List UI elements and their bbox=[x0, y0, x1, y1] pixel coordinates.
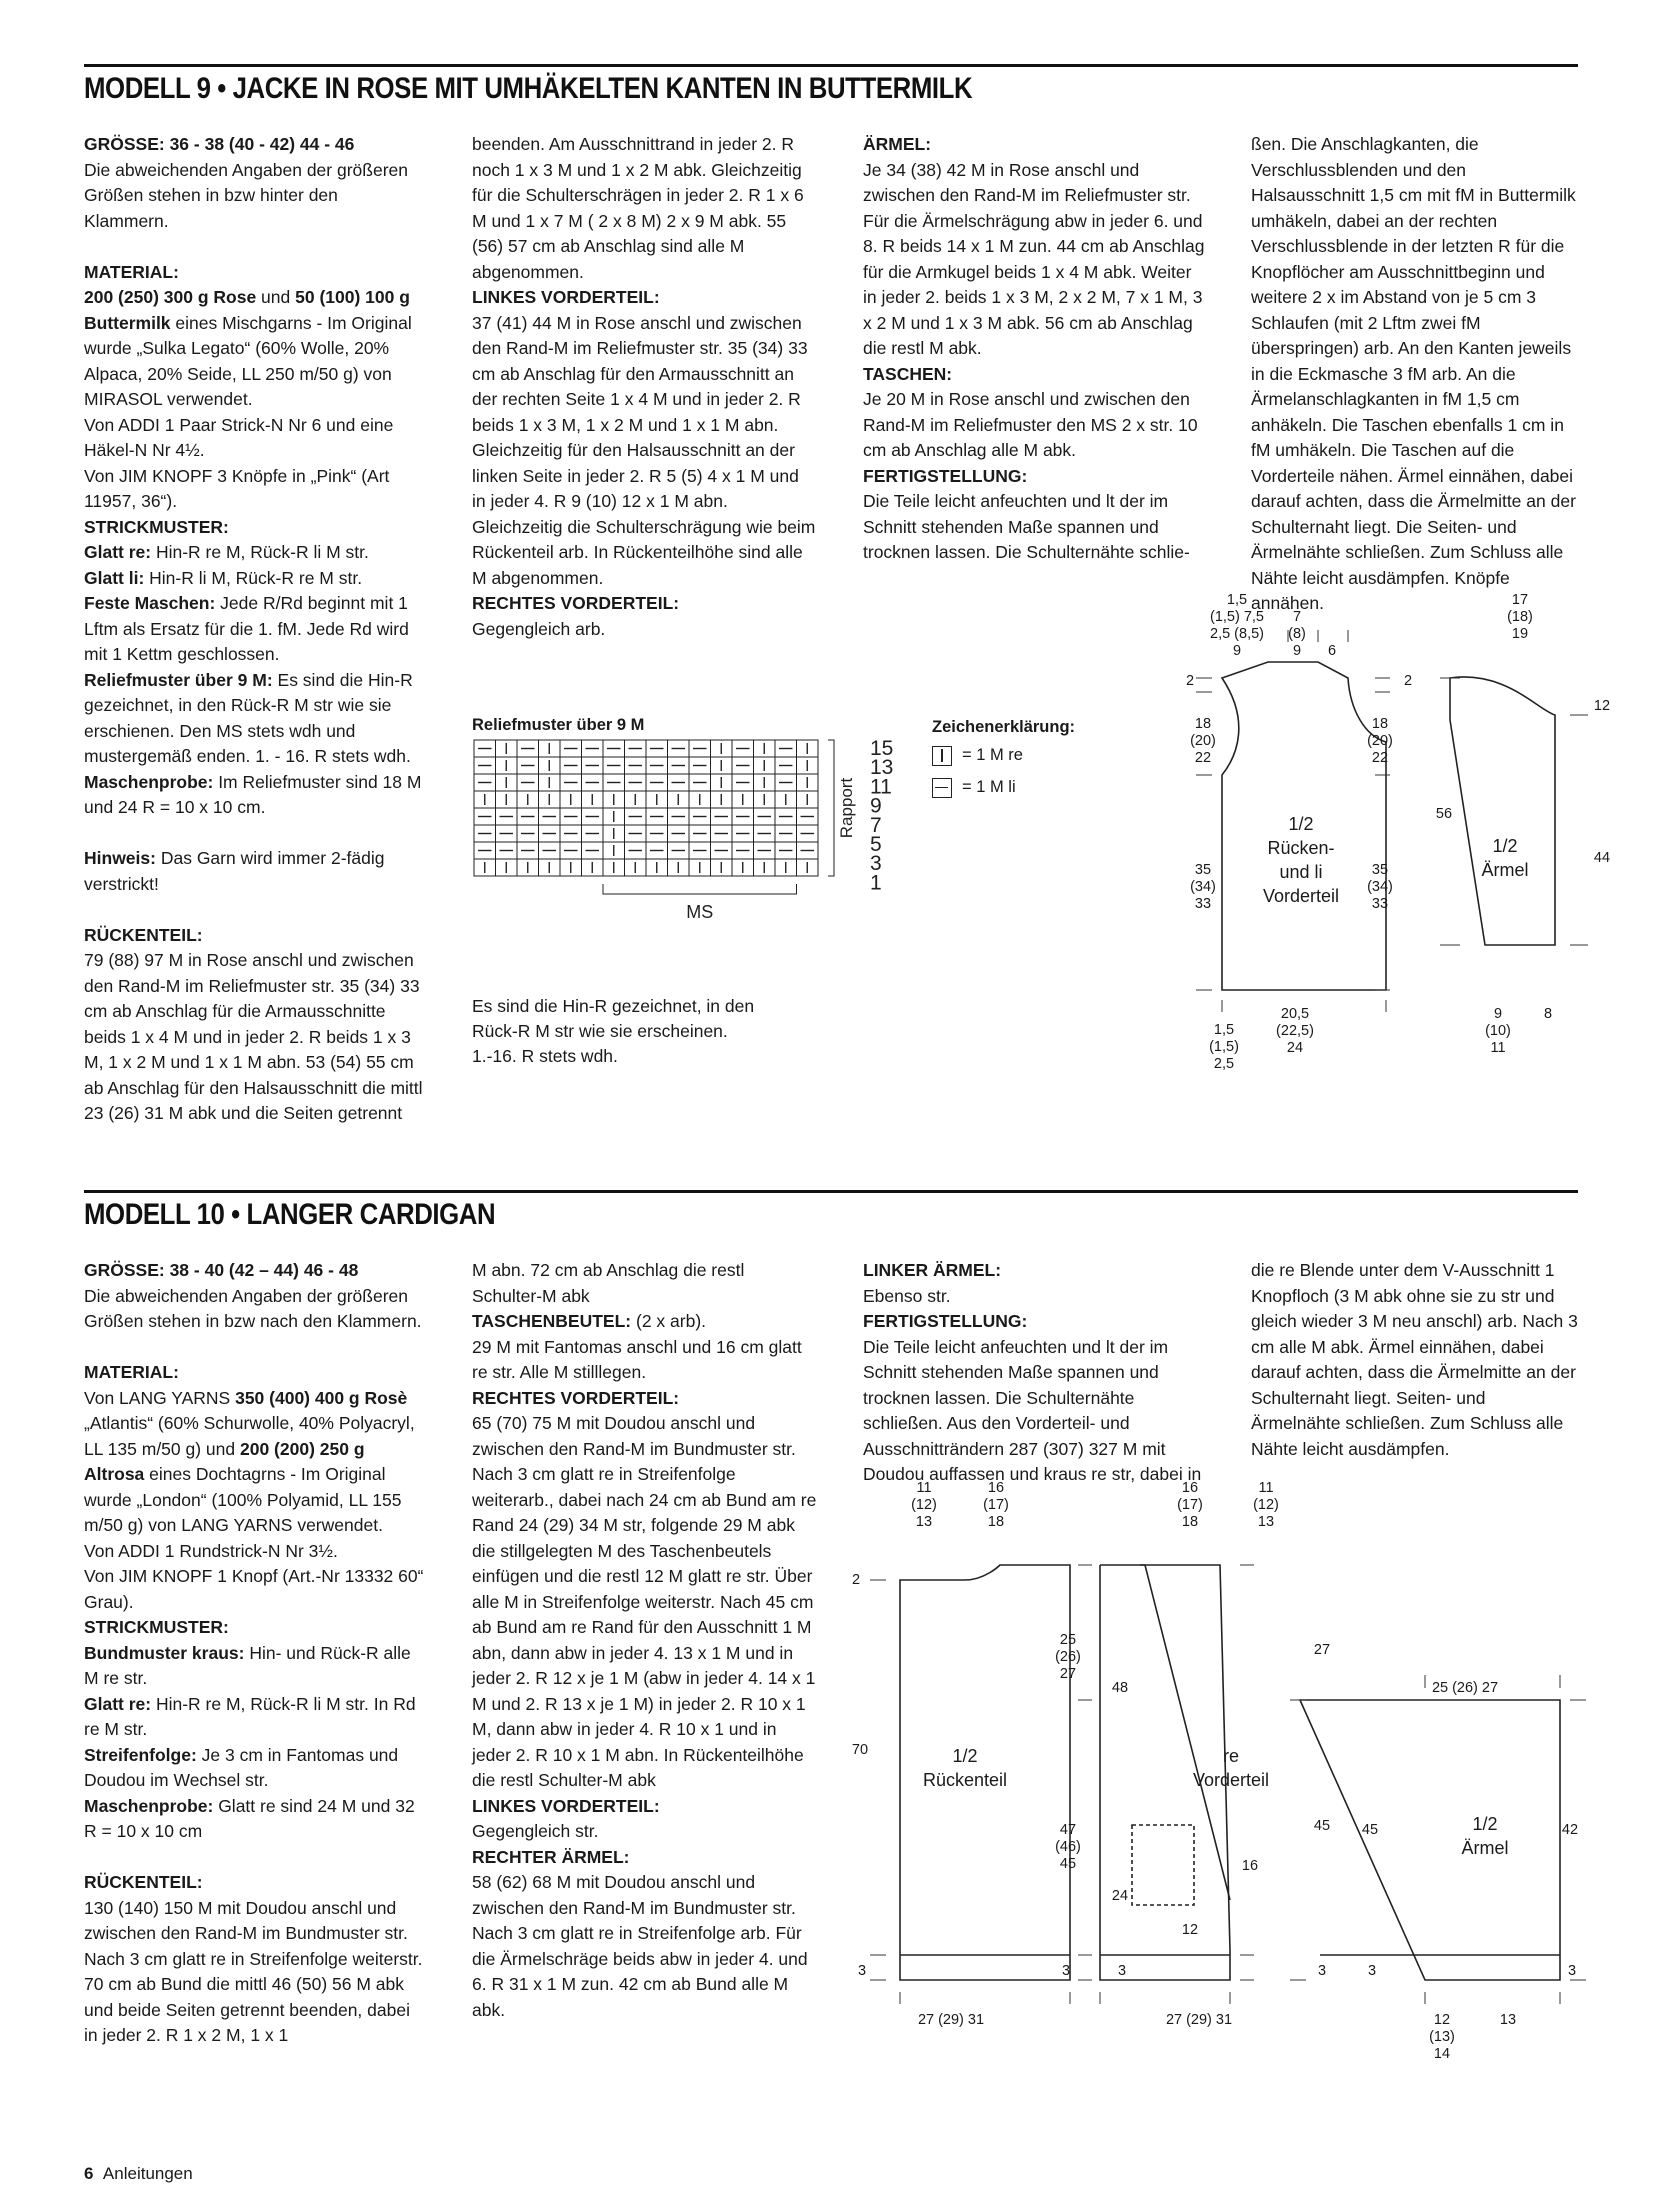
text-run: M abn. 72 cm ab Anschlag die restl Schulter-M abk bbox=[472, 1260, 745, 1306]
text-run: „Atlantis“ (60% Schurwolle, 40% Polyacryl, LL 135 m/50 g) und bbox=[84, 1413, 415, 1459]
text-column-1 bbox=[84, 1258, 426, 2049]
schematic-label-line: Rückenteil bbox=[922, 1770, 1008, 1790]
paragraph bbox=[472, 1335, 817, 1386]
bold-run: Bundmuster kraus: bbox=[84, 1642, 245, 1663]
row-number: 1 bbox=[870, 871, 882, 895]
m10-sleeve-3a: 3 bbox=[1367, 1963, 1377, 1979]
paragraph bbox=[472, 1411, 817, 1794]
m9-measure-bottom-2: 20,5 (22,5) 24 bbox=[1276, 1006, 1314, 1056]
schematic-label-line: Rücken- bbox=[1267, 838, 1335, 858]
paragraph bbox=[84, 566, 426, 592]
bold-run: 200 (250) 300 g Rose bbox=[84, 287, 257, 307]
m10-sleeve-42: 42 bbox=[1561, 1822, 1579, 1838]
m10-sleeve-13: 13 bbox=[1499, 2012, 1517, 2028]
text-run: und bbox=[256, 287, 296, 307]
bold-run: Feste Maschen: bbox=[84, 593, 216, 613]
section-heading: FERTIGSTELLUNG: bbox=[863, 465, 1028, 486]
schematic-label-sleeve bbox=[1440, 1812, 1530, 1860]
section-heading: GRÖSSE: 36 - 38 (40 - 42) 44 - 46 bbox=[84, 134, 355, 154]
bold-run: Maschenprobe: bbox=[84, 1795, 214, 1816]
section-heading: RECHTES VORDERTEIL: bbox=[472, 1387, 680, 1408]
paragraph bbox=[863, 489, 1208, 566]
row-number: 9 bbox=[870, 794, 882, 818]
legend-title: Zeichenerklärung: bbox=[932, 718, 1076, 736]
paragraph bbox=[472, 1309, 817, 1335]
schematic-label-line: re bbox=[1222, 1746, 1239, 1766]
purl-symbol-icon bbox=[932, 778, 952, 798]
chart-title: Reliefmuster über 9 M bbox=[472, 716, 645, 734]
paragraph bbox=[84, 1794, 426, 1845]
text-run: Hin-R re M, Rück-R li M str. bbox=[151, 542, 369, 562]
paragraph bbox=[472, 311, 817, 592]
m9-measure-bottom-1: 1,5 (1,5) 2,5 bbox=[1209, 1022, 1239, 1072]
m10-front-pocket-16: 16 bbox=[1241, 1858, 1259, 1874]
text-run: eines Mischgarns - Im Original wurde „Sulka Legato“ (60% Wolle, 20% Alpaca, 20% Seide, LL 250 m/50 g) von MIRASOL verwendet. bbox=[84, 312, 412, 409]
bold-run: Glatt re: bbox=[84, 542, 152, 562]
text-run: 58 (62) 68 M mit Doudou anschl und zwischen den Rand-M im Bundmuster str. Nach 3 cm glatt re in Streifenfolge arb. Für die Ärmelschräge beids abw in jeder 4. und 6. R 31 x 1 M zun. 42 cm ab Bund alle M abk. bbox=[472, 1872, 808, 2020]
text-run: Ebenso str. bbox=[863, 1285, 951, 1306]
paragraph bbox=[863, 1335, 1208, 1488]
paragraph bbox=[472, 1870, 817, 2023]
m10-front-45: 45 bbox=[1313, 1818, 1331, 1834]
text-column-3 bbox=[863, 1258, 1208, 1488]
m10-back-27: 27 (29) 31 bbox=[917, 2012, 985, 2028]
m9-measure-top-1: 1,5 (1,5) 7,5 2,5 (8,5) 9 bbox=[1210, 592, 1264, 659]
bold-run: Reliefmuster über 9 M: bbox=[84, 669, 273, 690]
text-column-1 bbox=[84, 132, 426, 1127]
section-heading: TASCHEN: bbox=[863, 363, 953, 384]
page-number: 6 bbox=[84, 2164, 94, 2183]
section-rule bbox=[84, 64, 1578, 67]
text-run: Es sind die Hin-R gezeichnet, in den Rück-R M str wie sie erschienen. Den MS stets wdh und mustergemäß enden. 1. - 16. R stets wdh. bbox=[84, 669, 413, 766]
bold-run: Maschenprobe: bbox=[84, 771, 214, 792]
bold-run: 200 (200) 250 g Altrosa bbox=[84, 1438, 365, 1484]
bold-run: Hinweis: bbox=[84, 848, 156, 868]
m10-back-11: 11 (12) 13 bbox=[911, 1480, 937, 1530]
m10-front-48: 48 bbox=[1111, 1680, 1129, 1696]
m9-measure-top-3: 6 bbox=[1327, 643, 1337, 659]
text-run: Die Teile leicht anfeuchten und lt der im Schnitt stehenden Maße spannen und trocknen lassen. Die Schulternähte schließen. Aus den Vorderteil- und Ausschnitträndern 287 (307) 327 M mit Doudou auffassen und kraus re str, dabei in bbox=[863, 1336, 1202, 1484]
text-run: Die Teile leicht anfeuchten und lt der im Schnitt stehenden Maße spannen und trocknen lassen. Die Schulternähte schlie- bbox=[863, 491, 1190, 562]
bold-run: 350 (400) 400 g Rosè bbox=[235, 1387, 408, 1408]
paragraph bbox=[84, 1564, 426, 1615]
paragraph bbox=[472, 132, 817, 285]
section-heading: MATERIAL: bbox=[84, 1362, 179, 1382]
text-column-4 bbox=[1251, 132, 1579, 617]
paragraph bbox=[472, 1258, 817, 1309]
text-run: 65 (70) 75 M mit Doudou anschl und zwischen den Rand-M im Bundmuster str. Nach 3 cm glatt re in Streifenfolge weiterarb., dabei nach 24 cm ab Bund am re Rand 24 (29) 34 M str, folgende 29 M abk die stillgelegten M des Taschenbeutels einfügen und die restl 12 M glatt re str. Über alle M in Streifenfolge weiterstr. Nach 45 cm ab Bund am re Rand für den Ausschnitt 1 M abn, dann abw in jeder 4. 13 x 1 M und in jeder 2. R 12 x je 1 M (abw in jeder 4. 14 x 1 M und 2. R 13 x je 1 M) in jeder 2. R 10 x 1 M, dann abw in jeder 4. R 10 x 1 und in jeder 2. R 10 x 1 M abn. In Rückenteilhöhe die restl Schulter-M abk bbox=[472, 1413, 817, 1790]
paragraph bbox=[84, 285, 426, 413]
m9-measure-sleeve-56: 56 bbox=[1435, 806, 1453, 822]
m10-back-70: 70 bbox=[851, 1742, 869, 1758]
section-heading: RECHTES VORDERTEIL: bbox=[472, 593, 680, 613]
row-number: 5 bbox=[870, 833, 882, 856]
text-run: Die abweichenden Angaben der größeren Größen stehen in bzw hinter den Klammern. bbox=[84, 159, 408, 231]
m10-front-3a: 3 bbox=[1117, 1963, 1127, 1979]
schematic-label-line: 1/2 bbox=[952, 1746, 978, 1766]
paragraph bbox=[84, 1692, 426, 1743]
text-run: Von LANG YARNS bbox=[84, 1387, 236, 1408]
paragraph bbox=[84, 770, 426, 821]
section-heading: ÄRMEL: bbox=[863, 134, 932, 154]
spacer bbox=[84, 234, 426, 260]
section-heading: STRICKMUSTER: bbox=[84, 516, 229, 537]
rapport-bracket bbox=[828, 740, 834, 876]
m9-measure-sleeve-44: 44 bbox=[1593, 850, 1611, 866]
paragraph bbox=[84, 464, 426, 515]
section-heading: RÜCKENTEIL: bbox=[84, 1872, 203, 1892]
spacer bbox=[84, 821, 426, 847]
text-run: Von ADDI 1 Rundstrick-N Nr 3½. bbox=[84, 1540, 338, 1561]
schematic-label-line: Vorderteil bbox=[1262, 886, 1340, 906]
knit-symbol-icon bbox=[932, 746, 952, 766]
m9-measure-35a: 35 (34) 33 bbox=[1190, 862, 1216, 912]
schematic-label-line: Vorderteil bbox=[1192, 1770, 1270, 1790]
legend-row-re bbox=[932, 744, 1023, 766]
schematic-label-back bbox=[910, 1744, 1020, 1792]
text-run: Gegengleich str. bbox=[472, 1821, 599, 1841]
section-heading: LINKES VORDERTEIL: bbox=[472, 287, 660, 307]
text-run: Jede R/Rd beginnt mit 1 Lftm als Ersatz für die 1. fM. Jede Rd wird mit 1 Kettm geschlossen. bbox=[84, 593, 409, 664]
bold-run: Glatt li: bbox=[84, 567, 145, 588]
text-run: Je 20 M in Rose anschl und zwischen den Rand-M im Reliefmuster den MS 2 x str. 10 cm ab Anschlag alle M abk. bbox=[863, 389, 1198, 460]
m10-sleeve-3b: 3 bbox=[1567, 1963, 1577, 1979]
text-run: (2 x arb). bbox=[631, 1311, 707, 1331]
spacer bbox=[84, 1845, 426, 1871]
m10-back-3b: 3 bbox=[1061, 1963, 1071, 1979]
paragraph bbox=[84, 1896, 426, 2049]
page-footer bbox=[84, 2164, 193, 2184]
m9-measure-2b: 2 bbox=[1403, 673, 1413, 689]
m10-front-11: 11 (12) 13 bbox=[1253, 1480, 1279, 1530]
text-column-2 bbox=[472, 1258, 817, 2023]
rapport-label: Rapport bbox=[837, 777, 856, 839]
m9-measure-35b: 35 (34) 33 bbox=[1367, 862, 1393, 912]
schematic-label-front bbox=[1176, 1744, 1286, 1792]
paragraph bbox=[84, 948, 426, 1127]
section-title-modell-9: MODELL 9 • JACKE IN ROSE MIT UMHÄKELTEN KANTEN IN BUTTERMILK bbox=[84, 72, 973, 105]
m10-front-3b: 3 bbox=[1317, 1963, 1327, 1979]
text-run: 29 M mit Fantomas anschl und 16 cm glatt re str. Alle M stilllegen. bbox=[472, 1336, 802, 1382]
m10-sleeve-12: 12 (13) 14 bbox=[1429, 2012, 1455, 2062]
m10-front-27b: 27 (29) 31 bbox=[1165, 2012, 1233, 2028]
m10-front-24: 24 bbox=[1111, 1888, 1129, 1904]
schematic-modell-9 bbox=[1160, 600, 1600, 1000]
bold-run: TASCHENBEUTEL: bbox=[472, 1311, 632, 1331]
section-heading: RÜCKENTEIL: bbox=[84, 924, 203, 945]
paragraph bbox=[863, 158, 1208, 362]
text-run: Die abweichenden Angaben der größeren Größen stehen in bzw nach den Klammern. bbox=[84, 1285, 422, 1331]
ms-bracket bbox=[603, 884, 797, 894]
m10-front-16: 16 (17) 18 bbox=[1177, 1480, 1203, 1530]
section-heading: LINKES VORDERTEIL: bbox=[472, 1795, 660, 1816]
legend-re-text: = 1 M re bbox=[962, 746, 1023, 764]
text-run: Von JIM KNOPF 3 Knöpfe in „Pink“ (Art 11957, 36“). bbox=[84, 465, 390, 511]
section-heading: MATERIAL: bbox=[84, 261, 179, 282]
text-column-2 bbox=[472, 132, 817, 642]
section-heading: LINKER ÄRMEL: bbox=[863, 1260, 1002, 1280]
section-heading: STRICKMUSTER: bbox=[84, 1617, 229, 1637]
m9-measure-sleeve-12: 12 bbox=[1593, 698, 1611, 714]
m10-sleeve-45: 45 bbox=[1361, 1822, 1379, 1838]
section-rule bbox=[84, 1190, 1578, 1193]
text-run: Von ADDI 1 Paar Strick-N Nr 6 und eine Häkel-N Nr 4½. bbox=[84, 414, 394, 460]
text-run: Gegengleich arb. bbox=[472, 618, 606, 639]
spacer bbox=[84, 897, 426, 923]
m9-measure-sleeve-9: 9 (10) 11 bbox=[1485, 1006, 1511, 1056]
text-run: ßen. Die Anschlagkanten, die Verschlussblenden und den Halsausschnitt 1,5 cm mit fM in Buttermilk umhäkeln, dabei an der rechten Verschlussblende in der letzten R für die Knopflöcher am Ausschnittbeginn und weitere 2 x im Abstand von je 5 cm 3 Schlaufen (mit 2 Lftm zwei fM überspringen) arb. An den Kanten jeweils in die Eckmasche 3 fM arb. An die Ärmelanschlagkanten in fM 1,5 cm anhäkeln. Die Taschen ebenfalls 1 cm in fM umhäkeln. Die Taschen auf die Vorderteile nähen. Ärmel einnähen, dabei darauf achten, dass die Ärmelmitte an der Schulternaht liegt. Die Seiten- und Ärmelnähte schließen. Zum Schluss alle Nähte leicht ausdämpfen. Knöpfe annähen. bbox=[1251, 134, 1576, 613]
paragraph bbox=[84, 1386, 426, 1539]
paragraph bbox=[863, 1284, 1208, 1310]
paragraph bbox=[84, 540, 426, 566]
paragraph bbox=[84, 1743, 426, 1794]
text-run: Je 34 (38) 42 M in Rose anschl und zwischen den Rand-M im Reliefmuster str. Für die Ärmelschrägung abw in jeder 6. und 8. R beids 14 x 1 M zun. 44 cm ab Anschlag für die Armkugel beids 1 x 4 M abk. Weiter in jeder 2. beids 1 x 3 M, 2 x 2 M, 7 x 1 M, 3 x 2 M und 1 x 3 M abk. 56 cm ab Anschlag die restl M abk. bbox=[863, 159, 1205, 358]
text-column-4 bbox=[1251, 1258, 1579, 1462]
paragraph bbox=[84, 846, 426, 897]
legend-row-li bbox=[932, 776, 1016, 798]
row-number: 7 bbox=[870, 813, 882, 837]
m9-measure-2a: 2 bbox=[1185, 673, 1195, 689]
row-number: 15 bbox=[870, 737, 894, 760]
m9-measure-top-2: 7 (8) 9 bbox=[1288, 609, 1306, 659]
text-run: Glatt re sind 24 M und 32 R = 10 x 10 cm bbox=[84, 1795, 415, 1841]
m10-back-16: 16 (17) 18 bbox=[983, 1480, 1009, 1530]
bold-run: 50 (100) 100 g Buttermilk bbox=[84, 287, 410, 333]
schematic-label-sleeve bbox=[1470, 834, 1540, 882]
text-run: 37 (41) 44 M in Rose anschl und zwischen den Rand-M im Reliefmuster str. 35 (34) 33 cm ab Anschlag für den Armausschnitt an der rechten Seite 1 x 4 M und in jeder 2. R beids 1 x 3 M, 1 x 2 M und 1 x 1 M abn. Gleichzeitig für den Halsausschnitt an der linken Seite in jeder 2. R 5 (5) 4 x 1 M und in jeder 4. R 9 (10) 12 x 1 M abn. Gleichzeitig die Schulterschrägung wie beim Rückenteil arb. In Rückenteilhöhe sind alle M abgenommen. bbox=[472, 312, 816, 588]
m9-measure-sleeve-8: 8 bbox=[1543, 1006, 1553, 1022]
row-number: 3 bbox=[870, 852, 882, 876]
text-run: beenden. Am Ausschnittrand in jeder 2. R noch 1 x 3 M und 1 x 2 M abk. Gleichzeitig für die Schulterschrägen in jeder 2. R 1 x 6 M und 1 x 7 M ( 2 x 8 M) 2 x 9 M abk. 55 (56) 57 cm ab Anschlag sind alle M abgenommen. bbox=[472, 134, 804, 282]
paragraph bbox=[84, 413, 426, 464]
text-run: 130 (140) 150 M mit Doudou anschl und zwischen den Rand-M im Bundmuster str. Nach 3 cm glatt re in Streifenfolge weiterstr. 70 cm ab Bund die mittl 46 (50) 56 M abk und beide Seiten getrennt beenden, dabei in jeder 2. R 1 x 2 M, 1 x 1 bbox=[84, 1897, 423, 2045]
paragraph bbox=[472, 617, 817, 643]
section-heading: GRÖSSE: 38 - 40 (42 – 44) 46 - 48 bbox=[84, 1260, 359, 1280]
text-run: Hin- und Rück-R alle M re str. bbox=[84, 1642, 411, 1688]
text-run: Hin-R li M, Rück-R re M str. bbox=[144, 567, 363, 588]
text-run: Das Garn wird immer 2-fädig verstrickt! bbox=[84, 848, 385, 894]
row-number: 11 bbox=[870, 775, 892, 799]
m9-measure-sleeve-17: 17 (18) 19 bbox=[1507, 592, 1533, 642]
m10-back-3a: 3 bbox=[857, 1963, 867, 1979]
schematic-label-line: 1/2 bbox=[1492, 836, 1518, 856]
m9-measure-18b: 18 (20) 22 bbox=[1367, 716, 1393, 766]
schematic-label-line: 1/2 bbox=[1288, 814, 1314, 834]
schematic-label-line: Ärmel bbox=[1461, 1838, 1509, 1858]
paragraph bbox=[84, 591, 426, 668]
section-heading: RECHTER ÄRMEL: bbox=[472, 1846, 630, 1867]
m10-sleeve-25: 25 (26) 27 bbox=[1431, 1680, 1499, 1696]
text-column-3 bbox=[863, 132, 1208, 566]
ms-label: MS bbox=[686, 902, 714, 922]
footer-label: Anleitungen bbox=[102, 2164, 193, 2183]
bold-run: Streifenfolge: bbox=[84, 1744, 197, 1765]
sleeve-outline bbox=[1450, 677, 1555, 945]
section-heading: FERTIGSTELLUNG: bbox=[863, 1311, 1028, 1331]
spacer bbox=[84, 1335, 426, 1361]
text-run: eines Dochtagrns - Im Original wurde „London“ (100% Polyamid, LL 155 m/50 g) von LANG YARNS verwendet. bbox=[84, 1464, 402, 1535]
text-run: die re Blende unter dem V-Ausschnitt 1 Knopfloch (3 M abk ohne sie zu str und gleich wieder 3 M neu anschl) arb. Nach 3 cm alle M abk. Ärmel einnähen, dabei darauf achten, dass die Ärmelmitte an der Schulternaht liegt. Seiten- und Ärmelnähte schließen. Zum Schluss alle Nähte leicht ausdämpfen. bbox=[1251, 1260, 1578, 1459]
schematic-label-line: 1/2 bbox=[1472, 1814, 1498, 1834]
schematic-label-back-front bbox=[1246, 812, 1356, 908]
schematic-label-line: Ärmel bbox=[1481, 860, 1529, 880]
m10-front-27: 27 bbox=[1313, 1642, 1331, 1658]
schematic-label-line: und li bbox=[1279, 862, 1323, 882]
row-number: 13 bbox=[870, 756, 894, 780]
section-title-modell-10: MODELL 10 • LANGER CARDIGAN bbox=[84, 1198, 496, 1231]
text-run: Je 3 cm in Fantomas und Doudou im Wechsel str. bbox=[84, 1744, 399, 1790]
relief-chart bbox=[472, 737, 894, 978]
paragraph bbox=[84, 158, 426, 235]
legend-li-text: = 1 M li bbox=[962, 778, 1016, 796]
text-run: Von JIM KNOPF 1 Knopf (Art.-Nr 13332 60“ Grau). bbox=[84, 1566, 424, 1612]
chart-note: Es sind die Hin-R gezeichnet, in den Rück-R M str wie sie erscheinen. 1.-16. R stets wdh. bbox=[472, 996, 755, 1066]
text-run: Im Reliefmuster sind 18 M und 24 R = 10 x 10 cm. bbox=[84, 771, 422, 817]
paragraph bbox=[1251, 1258, 1579, 1462]
paragraph bbox=[863, 387, 1208, 464]
paragraph bbox=[84, 1284, 426, 1335]
paragraph bbox=[1251, 132, 1579, 617]
bold-run: Glatt re: bbox=[84, 1693, 152, 1714]
m10-back-47: 47 (46) 45 bbox=[1055, 1822, 1081, 1872]
m10-front-pocket-12: 12 bbox=[1181, 1922, 1199, 1938]
m10-back-2: 2 bbox=[851, 1572, 861, 1588]
paragraph bbox=[84, 1641, 426, 1692]
paragraph bbox=[84, 1539, 426, 1565]
paragraph bbox=[84, 668, 426, 770]
text-run: 79 (88) 97 M in Rose anschl und zwischen den Rand-M im Reliefmuster str. 35 (34) 33 cm ab Anschlag für die Armausschnitte beids 1 x 4 M und in jeder 2. R beids 1 x 3 M, 1 x 2 M und 1 x 1 M abn. 53 (54) 55 cm ab Anschlag für den Halsausschnitt die mittl 23 (26) 31 M abk und die Seiten getrennt bbox=[84, 950, 423, 1123]
m9-measure-18a: 18 (20) 22 bbox=[1190, 716, 1216, 766]
text-run: Hin-R re M, Rück-R li M str. In Rd re M str. bbox=[84, 1693, 416, 1739]
paragraph bbox=[472, 1819, 817, 1845]
m10-back-25: 25 (26) 27 bbox=[1055, 1632, 1081, 1682]
